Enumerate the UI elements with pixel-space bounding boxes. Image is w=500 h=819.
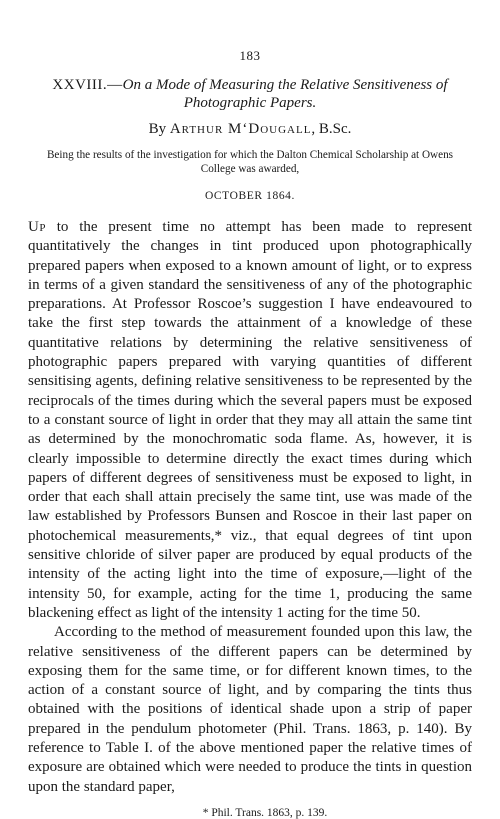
section-number: XXVIII.—: [52, 77, 123, 93]
page-number: 183: [239, 48, 261, 63]
paragraph-text: According to the method of measurement founded upon this law, the relative sensitiveness of the different papers can be determined by exposing them for the same time, or for different known times, to the action of a constant source of light, and by comparing the tints thus obtained with the positions of identical shade upon a strip of paper prepared in the pendulum photometer (Phil. Trans. 1863, p. 140). By reference to Table I. of the above mentioned paper the relative times of exposure are obtained which were needed to produce the tints in question upon the standard paper,: [28, 624, 472, 795]
paragraph-1: [28, 218, 472, 623]
date: OCTOBER 1864.: [204, 190, 295, 202]
title-part-2: Photographic Papers.: [183, 95, 317, 111]
subtitle: Being the results of the investigation for which the Dalton Chemical Scholarship at Owens College was awarded,: [46, 149, 454, 175]
paragraph-2: [28, 623, 472, 797]
author-line: [28, 120, 472, 138]
author-name: Arthur M‘Dougall: [169, 121, 312, 137]
title-line-1: [28, 76, 472, 94]
author-degree: , B.Sc.: [311, 121, 352, 137]
paragraph-lead: Up: [28, 219, 46, 235]
body-text: [28, 218, 472, 797]
footnote: * Phil. Trans. 1863, p. 139.: [202, 806, 328, 819]
page: [28, 0, 472, 819]
title-part-1: On a Mode of Measuring the Relative Sensitiveness of: [122, 77, 448, 93]
article-title: [28, 76, 472, 112]
paragraph-text: to the present time no attempt has been made to represent quantitatively the changes in tint produced upon photographically prepared papers when exposed to a known amount of light, or to express in terms of a given standard the sensitiveness of any of the photographic preparations. At Professor Roscoe’s suggestion I have endeavoured to take the first step towards the attainment of a knowledge of these quantitative relations by determining the relative sensitiveness of photographic papers prepared with varying quantities of different sensitising agents, defining relative sensitiveness to be represented by the reciprocals of the times during which the several papers must be exposed to a constant source of light in order that they may all attain the same tint as determined by the monochromatic soda flame. As, however, it is clearly impossible to determine directly the exact times during which papers of different degrees of sensitiveness must be exposed to light, in order that each shall attain precisely the same tint, use was made of the law established by Professors Bunsen and Roscoe in their last paper on photochemical measurements,* viz., that equal degrees of tint upon sensitive chloride of silver paper are produced by equal products of the intensity of the acting light into the time of exposure,—light of the intensity 50, for example, acting for the time 1, producing the same blackening effect as light of the intensity 1 acting for the time 50.: [28, 219, 472, 621]
author-by: By: [148, 121, 170, 137]
